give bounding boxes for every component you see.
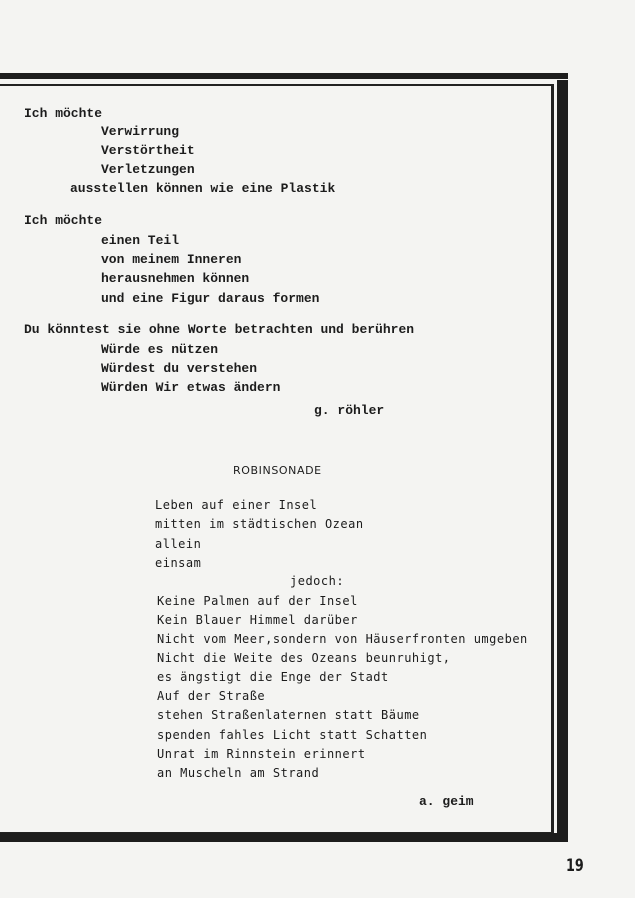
poem-title: ROBINSONADE [233, 464, 322, 477]
poem-line: einsam [155, 556, 202, 570]
poem-line: von meinem Inneren [101, 252, 242, 267]
poem-line: Verwirrung [101, 124, 180, 139]
poem-line: Ich möchte [24, 213, 103, 228]
poem-line: mitten im städtischen Ozean [155, 517, 364, 531]
poem-line: spenden fahles Licht statt Schatten [157, 728, 428, 742]
poem-author: a. geim [419, 794, 474, 809]
poem-line: Keine Palmen auf der Insel [157, 594, 358, 608]
poem-line: Kein Blauer Himmel darüber [157, 613, 358, 627]
poem-author: g. röhler [314, 403, 385, 418]
poem-line: ausstellen können wie eine Plastik [70, 181, 336, 196]
poem-line: Würden Wir etwas ändern [101, 380, 281, 395]
poem-line: Leben auf einer Insel [155, 498, 318, 512]
poem-line: Du könntest sie ohne Worte betrachten und berühren [24, 322, 415, 337]
top-rule [0, 73, 568, 79]
poem-line: herausnehmen können [101, 271, 250, 286]
poem-line: und eine Figur daraus formen [101, 291, 320, 306]
poem-line: einen Teil [101, 233, 180, 248]
poem-line: an Muscheln am Strand [157, 766, 320, 780]
poem-line: Unrat im Rinnstein erinnert [157, 747, 366, 761]
poem-line: Auf der Straße [157, 689, 266, 703]
poem-line: es ängstigt die Enge der Stadt [157, 670, 389, 684]
poem-line: Verletzungen [101, 162, 195, 177]
poem-line: Würde es nützen [101, 342, 219, 357]
poem-line: allein [155, 537, 202, 551]
frame-shadow-right [557, 80, 568, 842]
poem-line: Ich möchte [24, 106, 103, 121]
poem-line: Würdest du verstehen [101, 361, 258, 376]
poem-line: Verstörtheit [101, 143, 195, 158]
poem-line: stehen Straßenlaternen statt Bäume [157, 708, 420, 722]
frame-shadow-bottom [0, 833, 568, 842]
poem-line: Nicht die Weite des Ozeans beunruhigt, [157, 651, 451, 665]
poem-line: jedoch: [290, 574, 345, 588]
page-number: 19 [566, 856, 584, 876]
poem-line: Nicht vom Meer,sondern von Häuserfronten umgeben [157, 632, 528, 646]
